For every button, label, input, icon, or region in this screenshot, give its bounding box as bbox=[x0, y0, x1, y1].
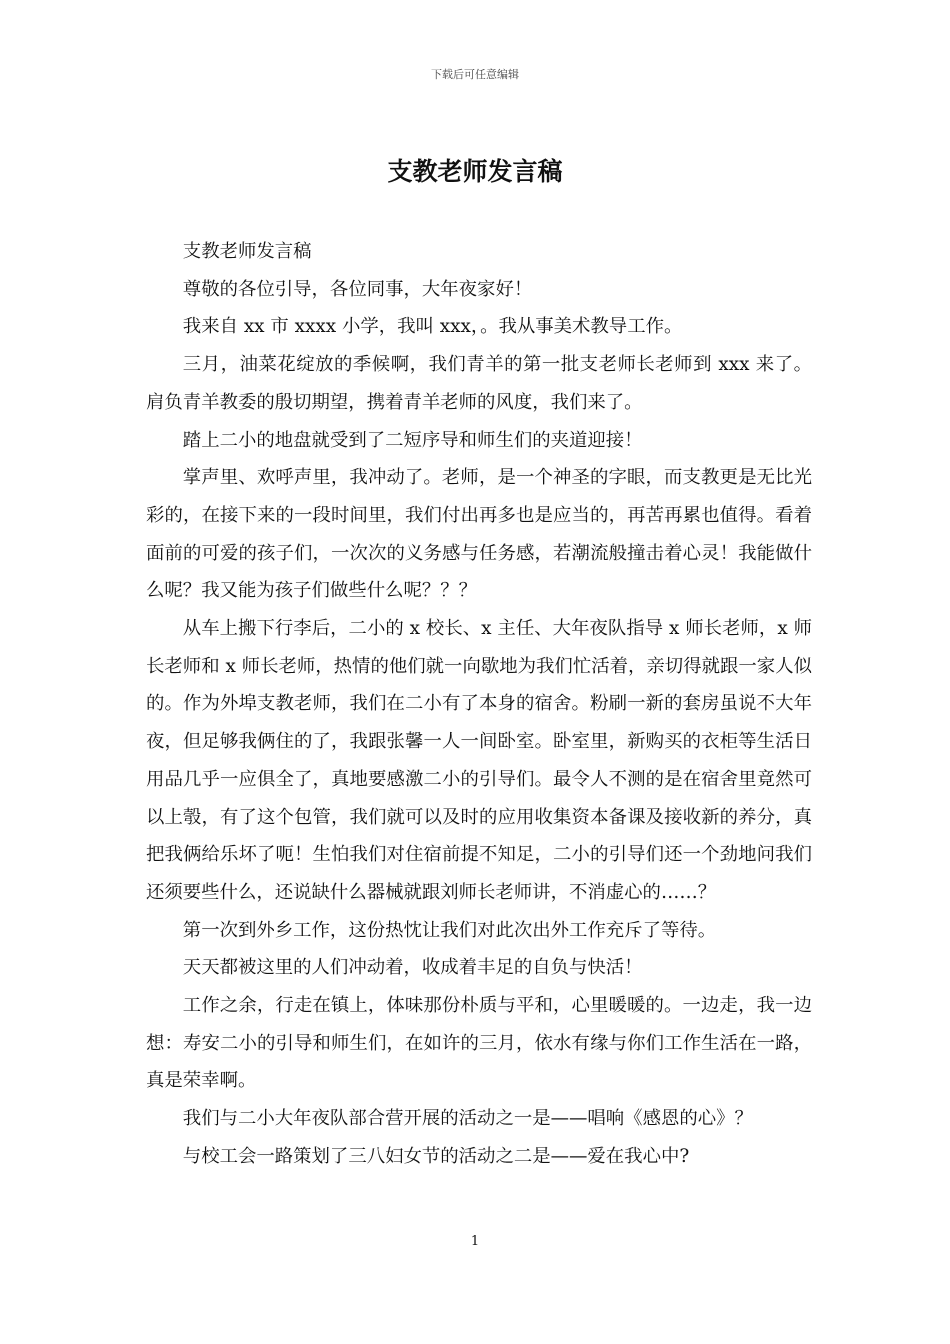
page-header: 下载后可任意编辑 bbox=[431, 68, 519, 81]
paragraph: 我来自 xx 市 xxxx 小学，我叫 xxx，。我从事美术教导工作。 bbox=[182, 316, 683, 338]
paragraph: 支教老师发言稿 bbox=[182, 241, 312, 262]
paragraph: 天天都被这里的人们冲动着，收成着丰足的自负与快活！ bbox=[182, 957, 643, 979]
page-number: 1 bbox=[470, 1234, 480, 1249]
paragraph: 第一次到外乡工作，这份热忱让我们对此次出外工作充斥了等待。 bbox=[182, 919, 717, 941]
paragraph: 三月，油菜花绽放的季候啊，我们青羊的第一批支老师长老师到 xxx 来了。肩负青羊教委的殷切期望，携着青羊老师的风度，我们来了。 bbox=[146, 354, 812, 413]
paragraph: 从车上搬下行李后，二小的 x 校长、x 主任、大年夜队指导 x 师长老师，x 师长老师和 x 师长老师，热情的他们就一向歇地为我们忙活着，亲切得就跟一家人似的。作为外埠支教老师，我们在二小有了本身的宿舍。粉刷一新的套房虽说不大年夜，但足够我俩住的了，我跟张馨一人一间卧室。卧室里，新购买的衣柜等生活日用品几乎一应俱全了，真地要感激二小的引导们。最令人不测的是在宿舍里竟然可以上彀，有了这个包管，我们就可以及时的应用收集资本备课及接收新的养分，真把我俩给乐坏了呃！生怕我们对住宿前提不知足，二小的引导们还一个劲地问我们还须要些什么，还说缺什么器械就跟刘师长老师讲，不消虚心的……？ bbox=[146, 618, 812, 903]
paragraph: 与校工会一路策划了三八妇女节的活动之二是——爱在我心中? bbox=[182, 1145, 690, 1167]
paragraph: 踏上二小的地盘就受到了二短序导和师生们的夹道迎接！ bbox=[182, 429, 643, 451]
document-body bbox=[146, 233, 812, 1176]
paragraph: 我们与二小大年夜队部合营开展的活动之一是——唱响《感恩的心》？ bbox=[182, 1108, 753, 1130]
paragraph: 掌声里、欢呼声里，我冲动了。老师，是一个神圣的字眼，而支教更是无比光彩的，在接下来的一段时间里，我们付出再多也是应当的，再苦再累也值得。看着面前的可爱的孩子们，一次次的义务感与任务感，若潮流般撞击着心灵！我能做什么呢？我又能为孩子们做些什么呢？？？ bbox=[146, 467, 812, 602]
paragraph: 尊敬的各位引导，各位同事，大年夜家好！ bbox=[182, 278, 533, 300]
document-title: 支教老师发言稿 bbox=[387, 157, 563, 186]
paragraph: 工作之余，行走在镇上，体味那份朴质与平和，心里暖暖的。一边走，我一边想：寿安二小的引导和师生们，在如许的三月，依水有缘与你们工作生活在一路，真是荣幸啊。 bbox=[146, 995, 812, 1092]
